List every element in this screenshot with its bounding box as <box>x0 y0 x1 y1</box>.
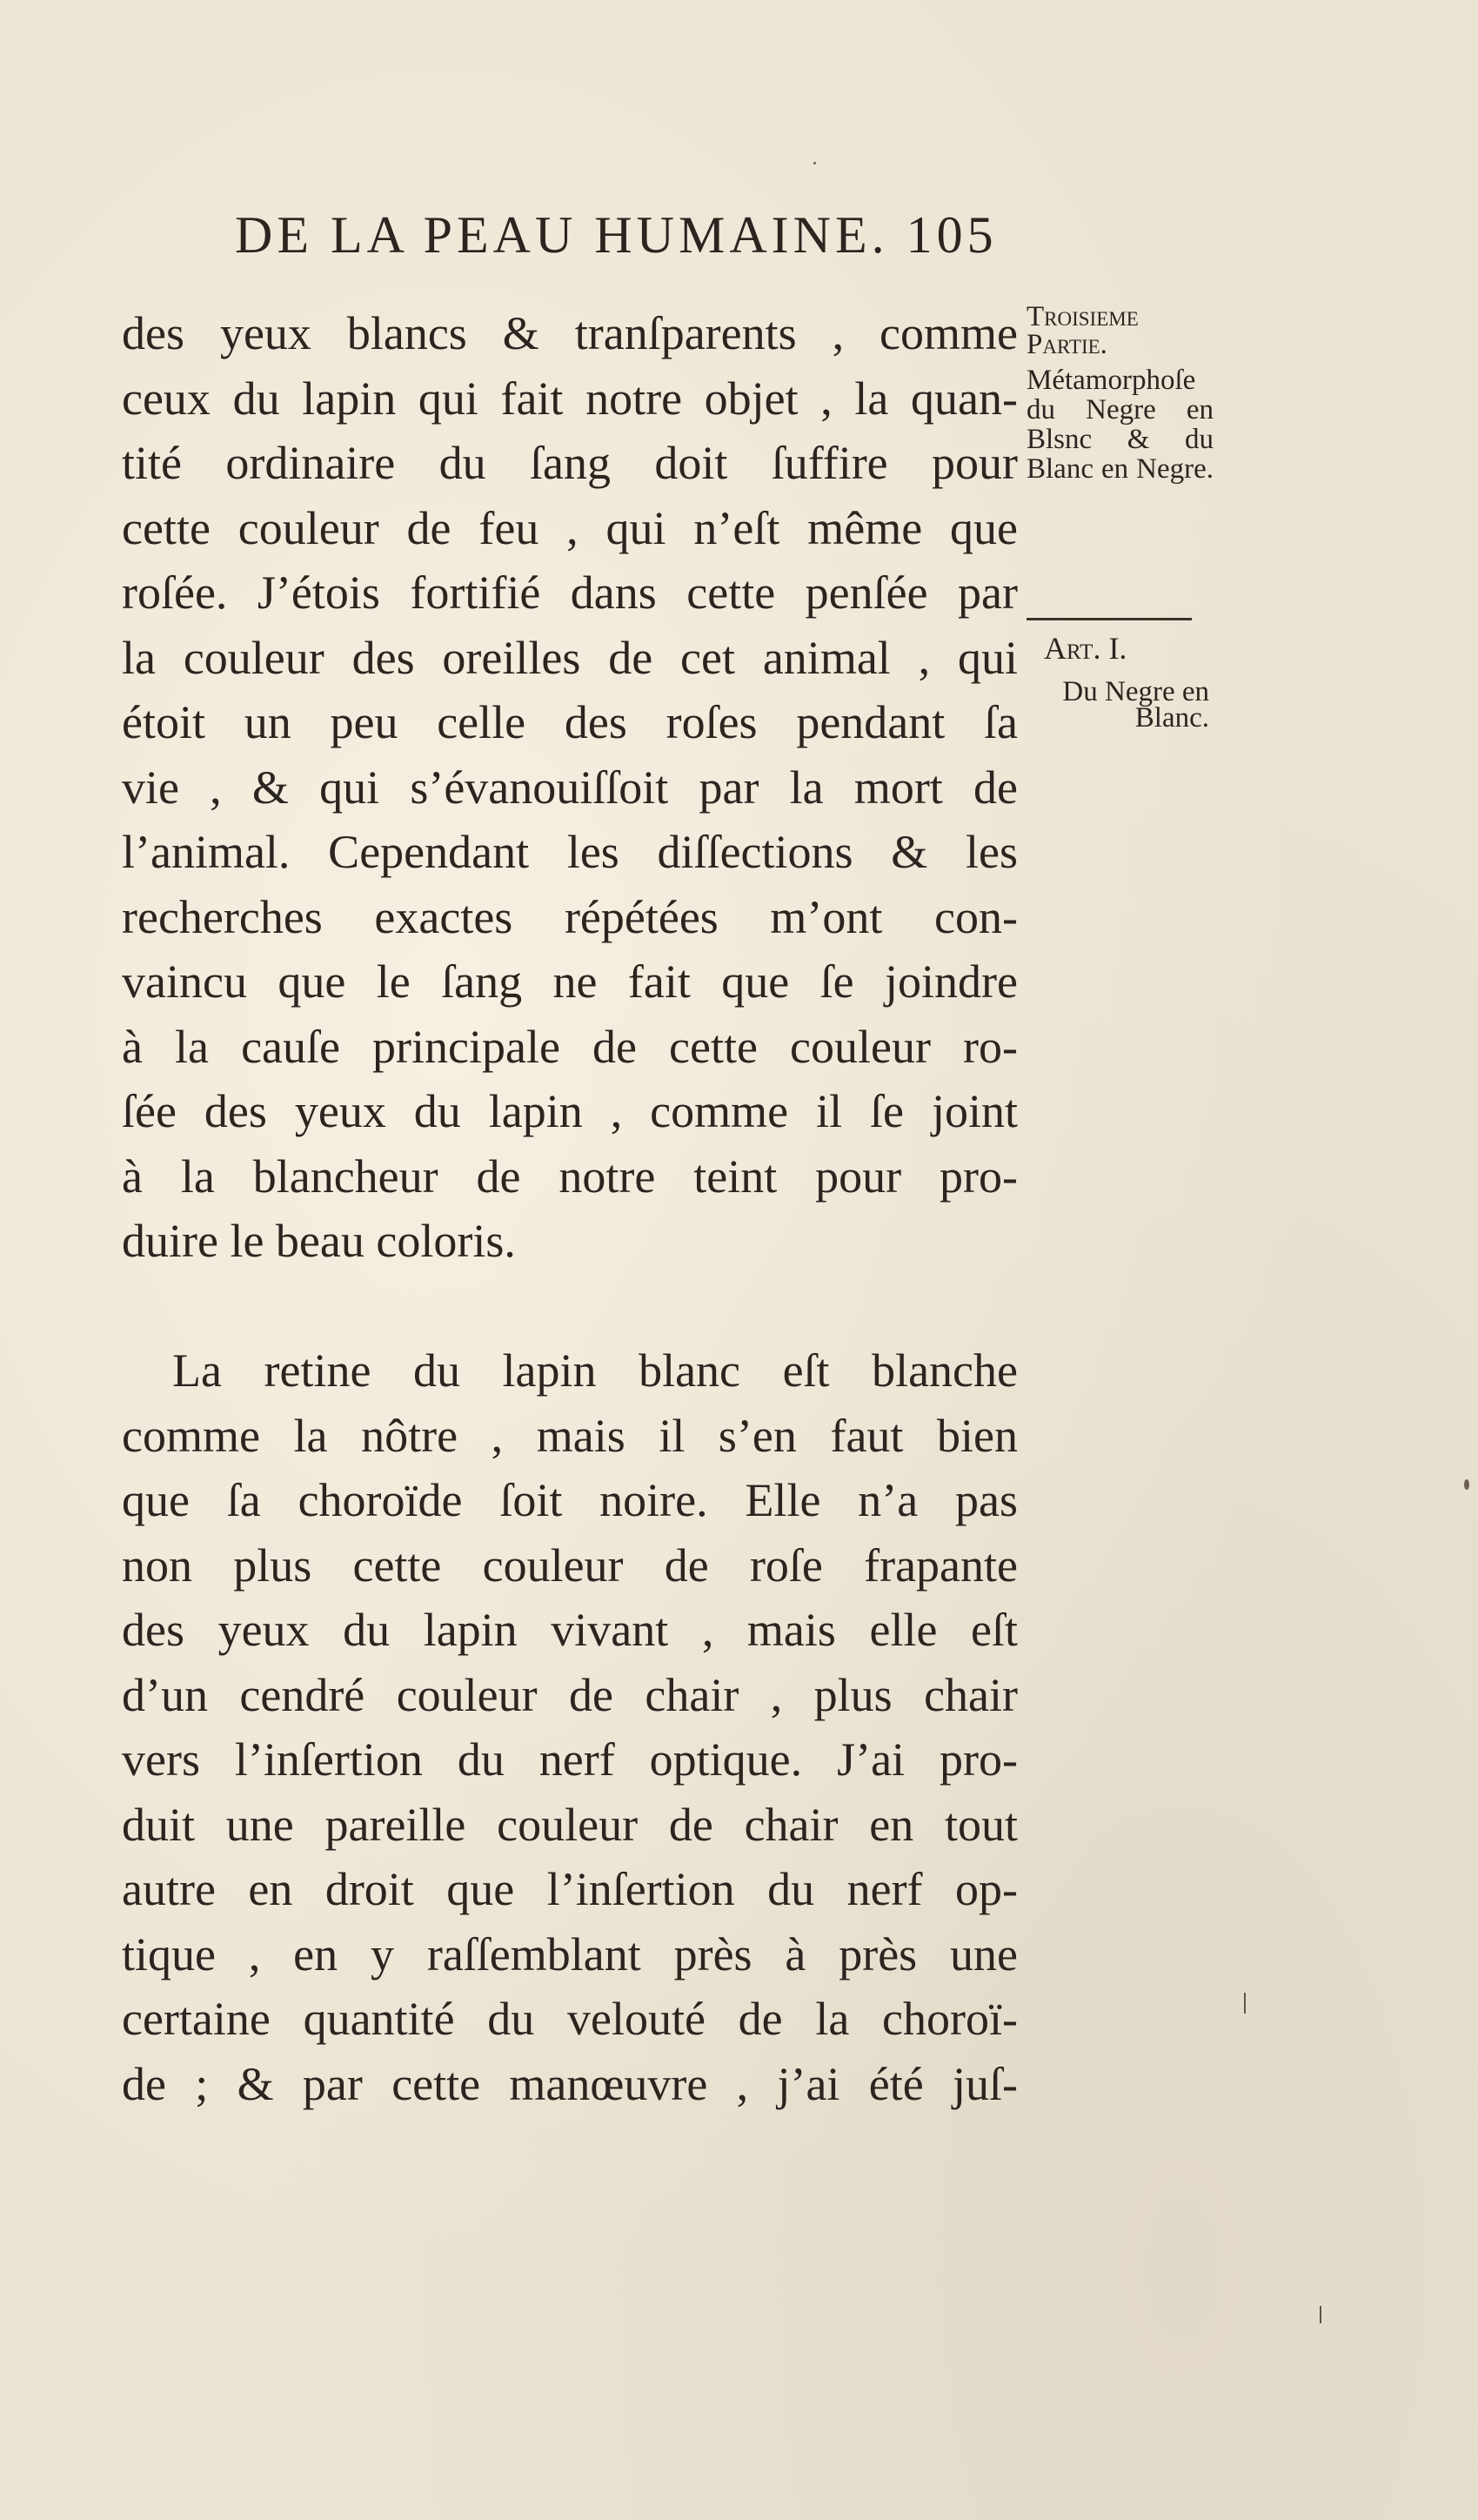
text-line: recherches exactes répétées m’ont con- <box>122 890 1018 943</box>
text-line: l’animal. Cependant les diſſections & les <box>122 826 1018 878</box>
text-line: que ſa choroïde ſoit noire. Elle n’a pas <box>122 1474 1018 1526</box>
text-line: La retine du lapin blanc eſt blanche <box>172 1344 1018 1397</box>
text-line: cette couleur de feu , qui n’eſt même que <box>122 501 1018 554</box>
text-line: duire le beau coloris. <box>122 1215 516 1267</box>
paper-speck <box>1464 1479 1469 1490</box>
text-line: roſée. J’étois fortifié dans cette penſée par <box>122 566 1018 619</box>
paper-speck <box>813 162 816 164</box>
text-line: vers l’inſertion du nerf optique. J’ai pro- <box>122 1733 1018 1786</box>
text-line: comme la nôtre , mais il s’en faut bien <box>122 1409 1018 1462</box>
text-line: tique , en y raſſemblant près à près une <box>122 1927 1018 1980</box>
text-line: vie , & qui s’évanouiſſoit par la mort de <box>122 761 1018 814</box>
text-line: étoit un peu celle des roſes pendant ſa <box>122 696 1018 748</box>
text-line: ceux du lapin qui fait notre objet , la quan- <box>122 372 1018 425</box>
text-line: tité ordinaire du ſang doit ſuffire pour <box>122 437 1018 489</box>
paper-mark <box>1244 1993 1246 2014</box>
paragraph-gap <box>122 1274 1018 1339</box>
text-line: ſée des yeux du lapin , comme il ſe joint <box>122 1085 1018 1137</box>
text-line: à la blancheur de notre teint pour pro- <box>122 1149 1018 1203</box>
paper-mark <box>1320 2306 1321 2323</box>
text-line: vaincu que le ſang ne fait que ſe joindre <box>122 955 1018 1008</box>
main-text <box>122 301 1018 2116</box>
running-head: DE LA PEAU HUMAINE. 105 <box>235 206 998 264</box>
text-line: non plus cette couleur de roſe frapante <box>122 1538 1018 1592</box>
text-line: la couleur des oreilles de cet animal , qui <box>122 631 1018 684</box>
text-line: certaine quantité du velouté de la choroï- <box>122 1993 1018 2045</box>
text-line: à la cauſe principale de cette couleur ro- <box>122 1020 1018 1073</box>
text-line: des yeux blancs & tranſparents , comme <box>122 307 1018 359</box>
margin-note-article: Art. I. <box>1044 631 1127 666</box>
text-line: d’un cendré couleur de chair , plus chair <box>122 1668 1018 1721</box>
text-line: duit une pareille couleur de chair en tout <box>122 1798 1018 1851</box>
text-line: de ; & par cette manœuvre , j’ai été juſ- <box>122 2057 1018 2110</box>
margin-note-part: Troisieme Partie. <box>1027 301 1139 360</box>
margin-note-topic: Métamorphoſe du Negre en Blsnc & du Blanc en Negre. <box>1027 365 1214 485</box>
margin-rule <box>1027 618 1192 620</box>
text-line: autre en droit que l’inſertion du nerf op- <box>122 1863 1018 1915</box>
text-line: des yeux du lapin vivant , mais elle eſt <box>122 1604 1018 1656</box>
margin-note-article-title: Du Negre en Blanc. <box>1062 676 1209 734</box>
